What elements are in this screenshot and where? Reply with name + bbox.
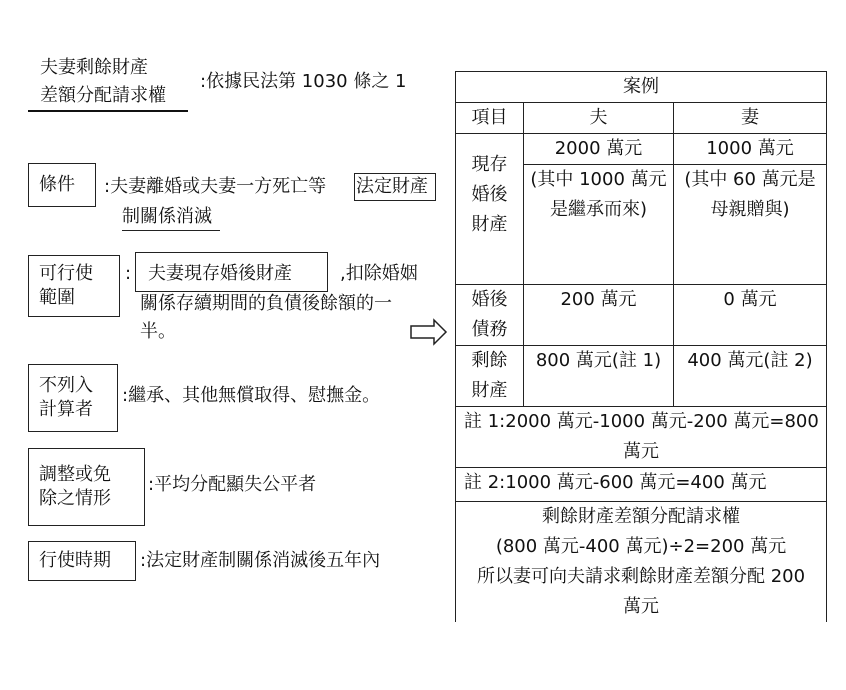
header-item: 項目 (456, 103, 524, 134)
assets-wife-note-line1: (其中 60 萬元是 (684, 169, 816, 190)
assets-wife-note-cell (674, 165, 827, 285)
scope-label-line1: 可行使 (39, 263, 93, 284)
adjust-label-line1: 調整或免 (39, 464, 111, 485)
header-husband: 夫 (524, 103, 674, 134)
assets-wife-note-line2: 母親贈與) (710, 199, 790, 220)
heading-title-line1: 夫妻剩餘財產 (40, 57, 148, 78)
debt-husband: 200 萬元 (524, 285, 674, 346)
assets-label-line2: 婚後 (471, 184, 508, 205)
conclusion-line3: 所以妻可向夫請求剩餘財產差額分配 200 (476, 566, 806, 587)
adjust-label-box (28, 448, 145, 526)
excluded-text: :繼承、其他無償取得、慰撫金。 (122, 385, 381, 406)
scope-label-box (28, 255, 120, 317)
condition-text-prefix: :夫妻離婚或夫妻一方死亡等 (104, 176, 327, 197)
adjust-text: :平均分配顯失公平者 (148, 474, 317, 495)
assets-husband-amount: 2000 萬元 (524, 134, 674, 165)
assets-husband-note-cell (524, 165, 674, 285)
conclusion-cell (456, 502, 827, 623)
heading-basis: :依據民法第 1030 條之 1 (200, 71, 407, 92)
assets-husband-note-line2: 是繼承而來) (549, 199, 648, 220)
surplus-husband: 800 萬元(註 1) (524, 346, 674, 407)
heading-title-line2: 差額分配請求權 (40, 85, 166, 106)
debt-label-line1: 婚後 (471, 289, 508, 310)
header-wife: 妻 (674, 103, 827, 134)
period-text: :法定財產制關係消滅後五年內 (140, 550, 381, 571)
heading-underline (28, 110, 188, 112)
condition-label-box (28, 163, 96, 207)
conclusion-line4: 萬元 (623, 596, 659, 617)
surplus-label-line1: 剩餘 (471, 350, 508, 371)
excluded-label-line2: 計算者 (39, 399, 93, 420)
period-label: 行使時期 (39, 550, 111, 571)
assets-wife-amount: 1000 萬元 (674, 134, 827, 165)
assets-husband-note-line1: (其中 1000 萬元 (530, 169, 667, 190)
condition-label: 條件 (39, 174, 75, 195)
excluded-label-box (28, 364, 118, 432)
assets-label-line3: 財產 (471, 214, 508, 235)
conclusion-line2: (800 萬元-400 萬元)÷2=200 萬元 (495, 536, 787, 557)
condition-text-boxed2: 制關係消滅 (122, 206, 212, 227)
surplus-wife: 400 萬元(註 2) (674, 346, 827, 407)
scope-text-line2: 關係存續期間的負債後餘額的一 (140, 293, 392, 314)
debt-wife: 0 萬元 (674, 285, 827, 346)
debt-label-cell (456, 285, 524, 346)
note1-line2: 萬元 (623, 441, 659, 462)
note2-cell: 註 2:1000 萬元-600 萬元=400 萬元 (456, 468, 827, 502)
adjust-label-line2: 除之情形 (39, 488, 111, 509)
surplus-label-cell (456, 346, 524, 407)
excluded-label-line1: 不列入 (39, 375, 93, 396)
scope-label-line2: 範圍 (39, 287, 75, 308)
assets-label-line1: 現存 (471, 154, 508, 175)
conclusion-line1: 剩餘財產差額分配請求權 (542, 506, 740, 527)
condition-underline (122, 230, 220, 231)
case-title: 案例 (456, 72, 827, 103)
case-table (455, 71, 827, 622)
debt-label-line2: 債務 (471, 319, 508, 340)
scope-text-line3: 半。 (140, 321, 176, 342)
note1-line1: 註 1:2000 萬元-1000 萬元-200 萬元=800 (464, 411, 819, 432)
condition-text-boxed1: 法定財產 (356, 176, 428, 197)
note1-cell (456, 407, 827, 468)
scope-colon: : (125, 263, 132, 284)
period-label-box (28, 541, 136, 581)
scope-text-line1: ,扣除婚姻 (340, 263, 418, 284)
right-arrow-icon (410, 318, 448, 346)
assets-label-cell (456, 134, 524, 285)
surplus-label-line2: 財產 (471, 380, 508, 401)
scope-boxed-text: 夫妻現存婚後財產 (148, 263, 292, 284)
